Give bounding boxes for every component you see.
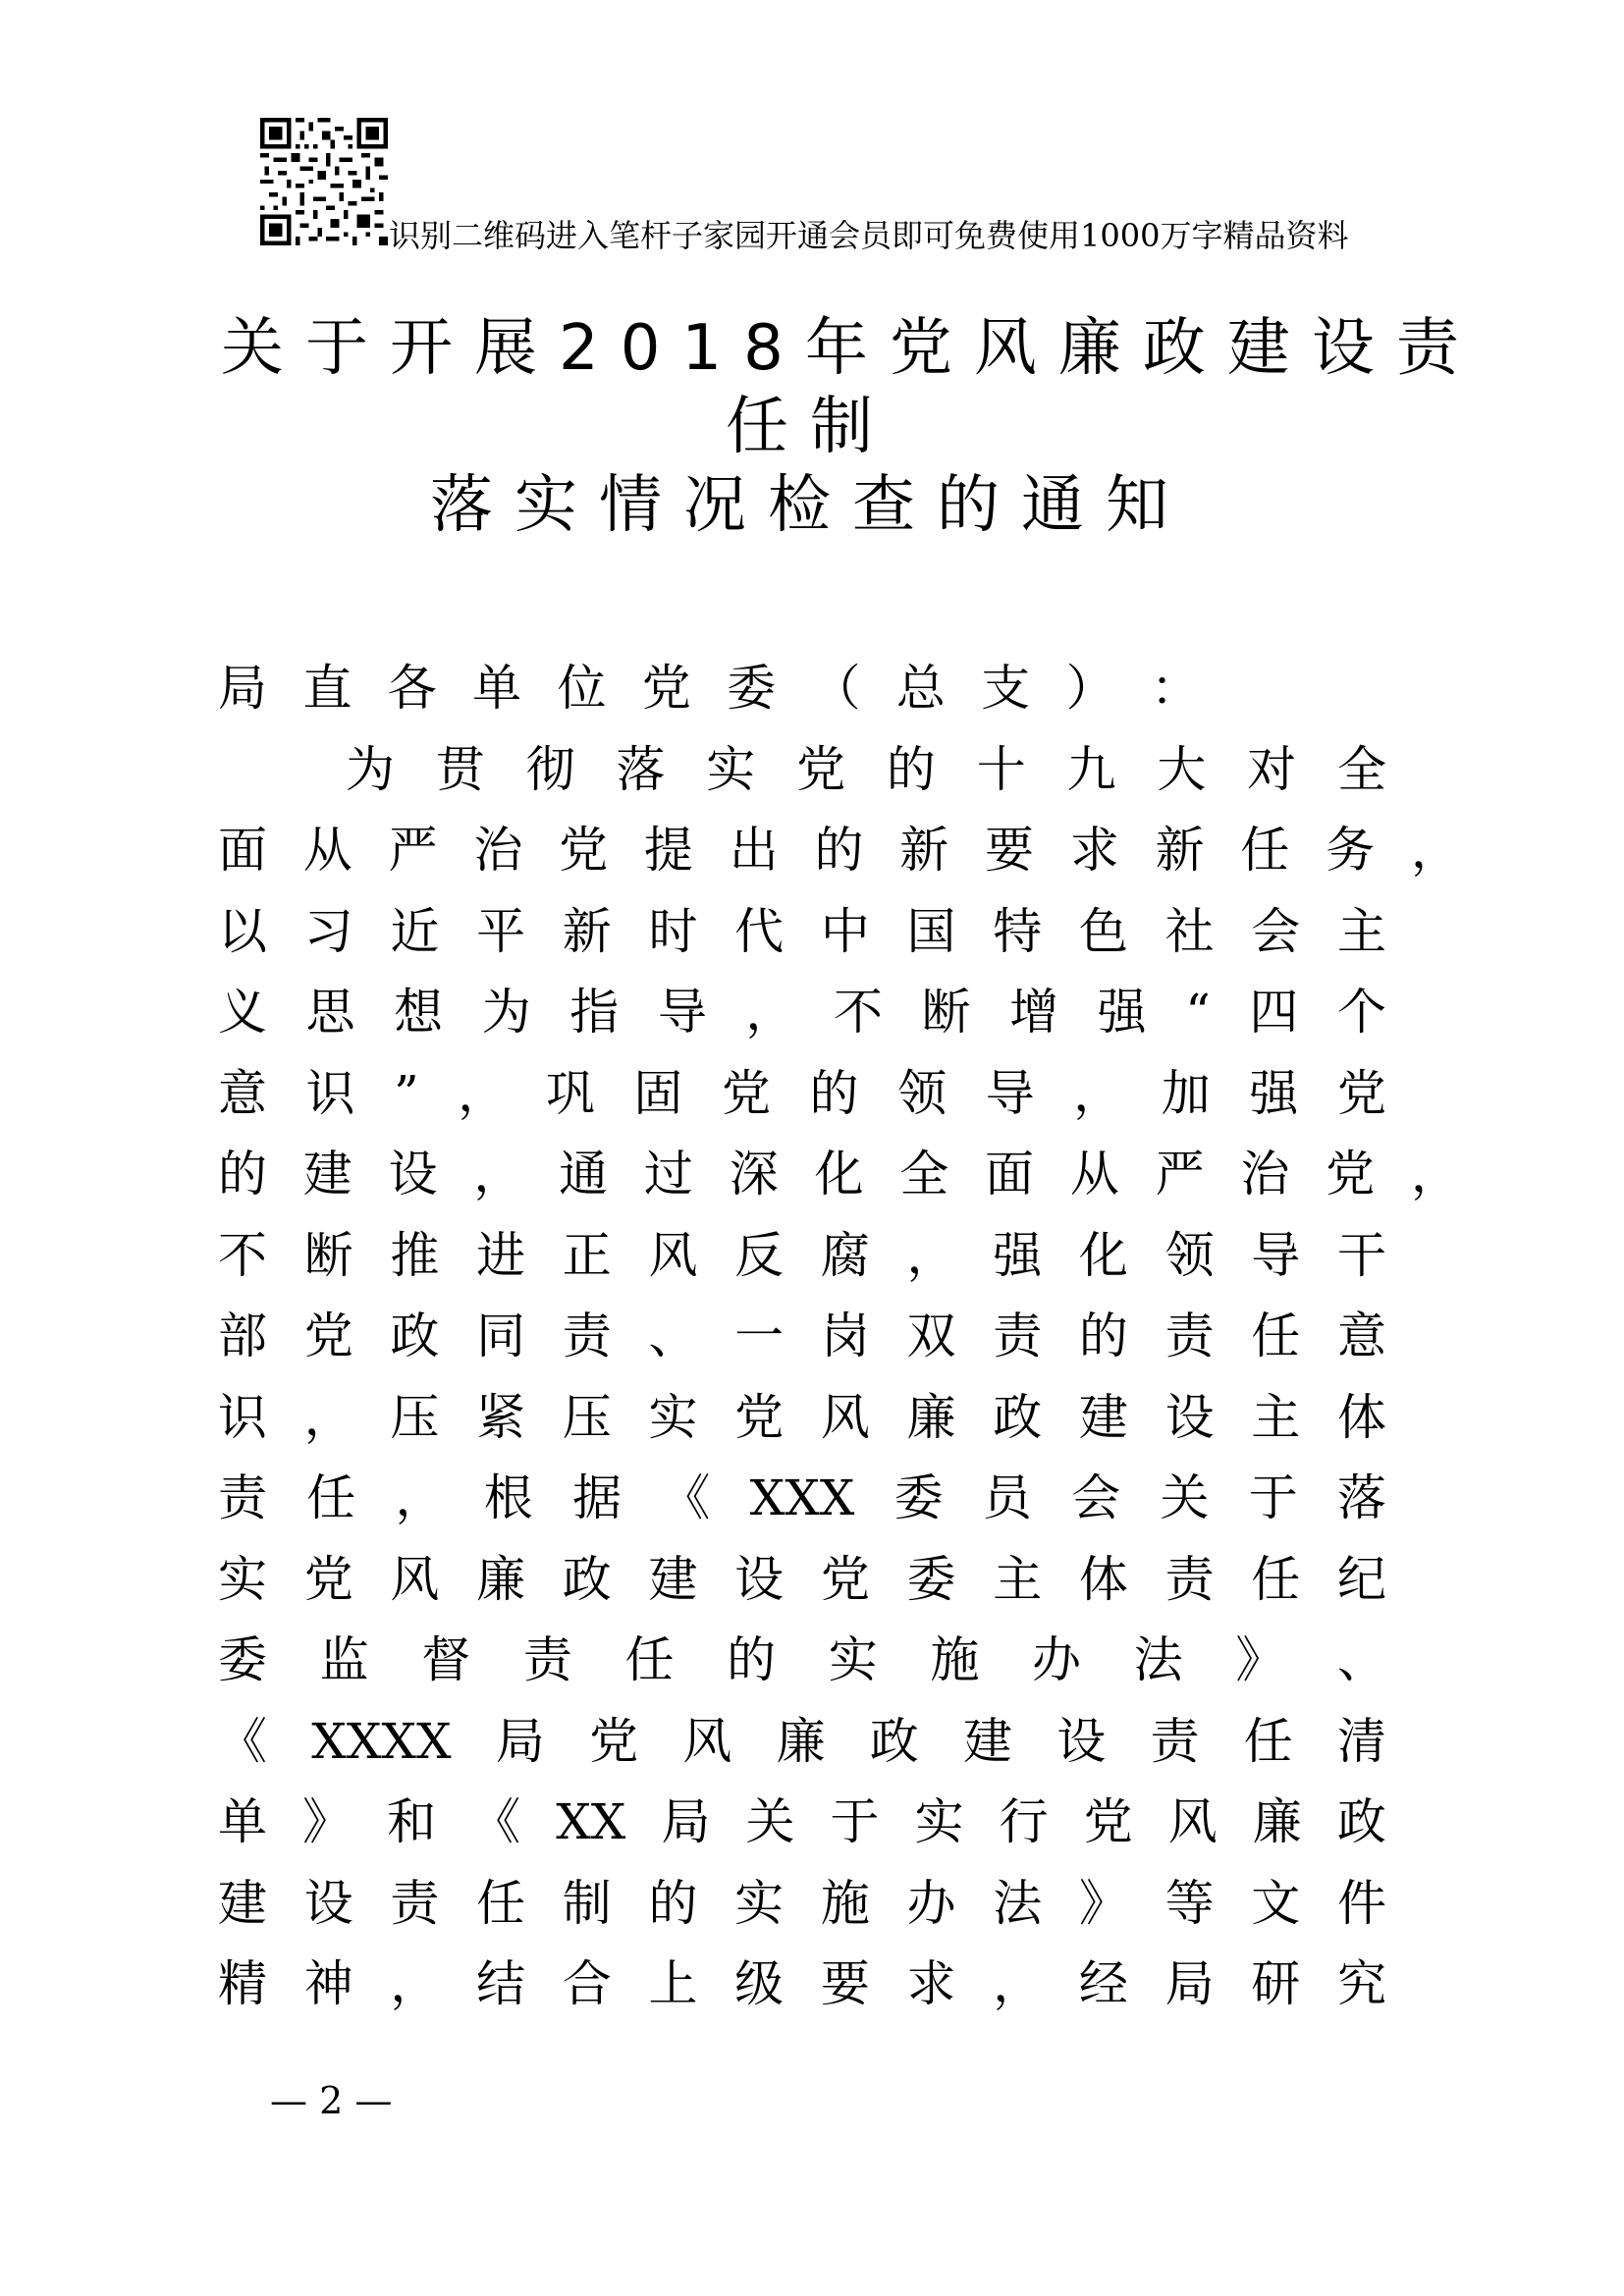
line-glyph: 政: [869, 1712, 919, 1770]
line-glyph: XXXX: [311, 1712, 452, 1770]
line-glyph: 责: [522, 1631, 572, 1688]
line-glyph: 增: [1009, 984, 1059, 1041]
line-glyph: 想: [394, 984, 444, 1041]
line-glyph: 施: [820, 1874, 870, 1932]
line-glyph: 断: [303, 1226, 353, 1284]
line-glyph: 化: [814, 1146, 864, 1202]
line-glyph: 件: [1336, 1874, 1386, 1932]
line-glyph: 》: [1235, 1631, 1285, 1688]
line-glyph: 为: [481, 984, 531, 1041]
line-glyph: 上: [648, 1955, 698, 2012]
line-glyph: 责: [1164, 1308, 1215, 1364]
line-glyph: 从: [302, 822, 352, 879]
title-line-1: 关于开展2018年党风廉政建设责: [221, 312, 1481, 385]
line-glyph: 治: [1240, 1146, 1290, 1202]
line-glyph: 政: [993, 1388, 1043, 1446]
line-glyph: 落: [1336, 1469, 1386, 1526]
line-glyph: 个: [1336, 984, 1386, 1041]
line-glyph: ，: [1410, 1146, 1460, 1202]
line-glyph: 化: [1078, 1226, 1128, 1284]
title-line-3: 落实情况检查的通知: [430, 469, 1190, 542]
line-glyph: 导: [657, 984, 707, 1041]
body-line: [218, 1053, 1386, 1135]
line-glyph: 体: [1336, 1388, 1386, 1446]
line-glyph: 面: [218, 822, 267, 879]
line-glyph: 近: [390, 902, 440, 960]
line-glyph: 任: [476, 1874, 526, 1932]
line-glyph: 单: [218, 1793, 267, 1850]
line-glyph: 务: [1326, 822, 1376, 879]
line-glyph: 习: [303, 902, 353, 960]
line-glyph: 设: [734, 1550, 785, 1608]
line-glyph: 任: [624, 1631, 675, 1688]
body-line: [218, 1215, 1386, 1297]
line-glyph: 设: [1056, 1712, 1107, 1770]
line-glyph: 文: [1251, 1874, 1301, 1932]
line-glyph: 时: [648, 902, 698, 960]
line-glyph: 的: [809, 1064, 859, 1122]
line-glyph: 指: [569, 984, 620, 1041]
line-glyph: 干: [1336, 1226, 1386, 1284]
line-glyph: 委: [893, 1469, 944, 1526]
line-glyph: 实: [914, 1793, 964, 1850]
line-glyph: 以: [218, 902, 267, 960]
line-glyph: 党: [559, 822, 609, 879]
line-glyph: 的: [218, 1146, 267, 1202]
line-glyph: 强: [1097, 984, 1147, 1041]
line-glyph: 的: [814, 822, 864, 879]
line-glyph: 党: [1336, 1064, 1386, 1122]
line-glyph: 建: [1078, 1388, 1128, 1446]
line-glyph: 建: [302, 1146, 352, 1202]
line-glyph: 不: [833, 984, 883, 1041]
line-glyph: 通: [559, 1146, 609, 1202]
line-glyph: 巩: [545, 1064, 595, 1122]
line-glyph: 位: [557, 660, 607, 717]
line-glyph: 设: [303, 1874, 353, 1932]
line-glyph: 一: [734, 1308, 785, 1364]
body-line: [218, 729, 1386, 811]
line-glyph: 廉: [906, 1388, 956, 1446]
line-glyph: 强: [1249, 1064, 1299, 1122]
line-glyph: 政: [390, 1308, 440, 1364]
line-glyph: XXX: [749, 1469, 855, 1526]
line-glyph: 清: [1336, 1712, 1386, 1770]
line-glyph: 领: [897, 1064, 947, 1122]
line-glyph: ，: [1073, 1064, 1123, 1122]
line-glyph: 色: [1078, 902, 1128, 960]
line-glyph: 九: [1066, 740, 1116, 798]
qr-caption: 识别二维码进入笔杆子家园开通会员即可免费使用1000万字精品资料: [389, 217, 1349, 254]
line-glyph: 四: [1249, 984, 1299, 1041]
line-glyph: 党: [1083, 1793, 1133, 1850]
line-glyph: 廉: [776, 1712, 826, 1770]
line-glyph: 面: [985, 1146, 1035, 1202]
line-glyph: 实: [706, 740, 756, 798]
line-glyph: 断: [921, 984, 971, 1041]
line-glyph: XX: [556, 1793, 626, 1850]
line-glyph: 》: [302, 1793, 352, 1850]
line-glyph: ，: [993, 1955, 1043, 2012]
line-glyph: 特: [993, 902, 1043, 960]
line-glyph: 识: [218, 1388, 267, 1446]
line-glyph: 求: [906, 1955, 956, 2012]
line-glyph: 双: [906, 1308, 956, 1364]
body-line: [218, 1863, 1386, 1945]
line-glyph: 识: [305, 1064, 355, 1122]
line-glyph: 推: [390, 1226, 440, 1284]
line-glyph: 党: [734, 1388, 785, 1446]
line-glyph: 实: [734, 1874, 785, 1932]
body-line: [218, 891, 1386, 973]
line-glyph: 压: [562, 1388, 612, 1446]
line-glyph: 《: [661, 1469, 711, 1526]
line-glyph: 党: [796, 740, 846, 798]
line-glyph: 实: [218, 1550, 267, 1608]
line-glyph: 为: [346, 740, 395, 798]
line-glyph: 部: [218, 1308, 267, 1364]
line-glyph: 总: [895, 660, 946, 717]
line-glyph: 结: [476, 1955, 526, 2012]
title-line-2: 任制: [726, 391, 894, 463]
line-glyph: 新: [562, 902, 612, 960]
line-glyph: 各: [387, 660, 437, 717]
line-glyph: 员: [982, 1469, 1032, 1526]
line-glyph: 彻: [525, 740, 575, 798]
line-glyph: 责: [1150, 1712, 1200, 1770]
line-glyph: 《: [471, 1793, 521, 1850]
line-glyph: 主: [1251, 1388, 1301, 1446]
line-glyph: 贯: [435, 740, 485, 798]
line-glyph: 党: [303, 1308, 353, 1364]
line-glyph: 纪: [1336, 1550, 1386, 1608]
line-glyph: 意: [1336, 1308, 1386, 1364]
line-glyph: 腐: [820, 1226, 870, 1284]
line-glyph: 深: [729, 1146, 779, 1202]
line-glyph: 导: [1251, 1226, 1301, 1284]
line-glyph: 风: [682, 1712, 732, 1770]
line-glyph: 的: [727, 1631, 777, 1688]
line-glyph: 《: [218, 1712, 267, 1770]
body-line: [218, 1377, 1386, 1459]
line-glyph: 强: [993, 1226, 1043, 1284]
line-glyph: 办: [1032, 1631, 1081, 1688]
line-glyph: 政: [1336, 1793, 1386, 1850]
line-glyph: 思: [305, 984, 355, 1041]
line-glyph: 体: [1078, 1550, 1128, 1608]
line-glyph: ”: [394, 1064, 419, 1122]
line-glyph: 、: [648, 1308, 698, 1364]
line-glyph: 督: [421, 1631, 471, 1688]
line-glyph: 党: [721, 1064, 771, 1122]
line-glyph: 主: [1336, 902, 1386, 960]
line-glyph: 施: [930, 1631, 980, 1688]
body-line: [218, 1782, 1386, 1863]
line-glyph: 于: [830, 1793, 880, 1850]
line-glyph: 对: [1247, 740, 1297, 798]
line-glyph: 要: [985, 822, 1035, 879]
line-glyph: 反: [734, 1226, 785, 1284]
line-glyph: ）: [1065, 660, 1115, 717]
line-glyph: 新: [899, 822, 949, 879]
line-glyph: ，: [473, 1146, 523, 1202]
line-glyph: 义: [218, 984, 267, 1041]
line-glyph: 经: [1078, 1955, 1128, 2012]
line-glyph: ：: [1150, 660, 1200, 717]
line-glyph: 社: [1164, 902, 1215, 960]
body-line: [218, 1539, 1386, 1621]
line-glyph: 代: [734, 902, 785, 960]
line-glyph: 直: [302, 660, 352, 717]
line-glyph: 建: [218, 1874, 267, 1932]
body-line: [218, 972, 1386, 1053]
line-glyph: 局: [661, 1793, 711, 1850]
line-glyph: 单: [472, 660, 522, 717]
body-line: [218, 1701, 1386, 1783]
line-glyph: 根: [483, 1469, 533, 1526]
line-glyph: 局: [218, 660, 267, 717]
line-glyph: 责: [1164, 1550, 1215, 1608]
line-glyph: 主: [993, 1550, 1043, 1608]
line-glyph: 导: [985, 1064, 1035, 1122]
line-glyph: 过: [643, 1146, 693, 1202]
line-glyph: 于: [1248, 1469, 1298, 1526]
body-line: [218, 1296, 1386, 1377]
line-glyph: 的: [648, 1874, 698, 1932]
line-glyph: ，: [458, 1064, 508, 1122]
line-glyph: 实: [648, 1388, 698, 1446]
line-glyph: 研: [1251, 1955, 1301, 2012]
line-glyph: 实: [828, 1631, 878, 1688]
line-glyph: 等: [1164, 1874, 1215, 1932]
line-glyph: ，: [906, 1226, 956, 1284]
line-glyph: 要: [820, 1955, 870, 2012]
line-glyph: 全: [1336, 740, 1386, 798]
line-glyph: 制: [562, 1874, 612, 1932]
line-glyph: 委: [906, 1550, 956, 1608]
line-glyph: 紧: [476, 1388, 526, 1446]
body-line: [218, 1620, 1386, 1701]
line-glyph: 支: [981, 660, 1031, 717]
line-glyph: 党: [303, 1550, 353, 1608]
line-glyph: 提: [643, 822, 693, 879]
line-glyph: 任: [1251, 1550, 1301, 1608]
line-glyph: 责: [390, 1874, 440, 1932]
body-line: [218, 1134, 1460, 1215]
line-glyph: 的: [1078, 1308, 1128, 1364]
line-glyph: 据: [572, 1469, 623, 1526]
line-glyph: 党: [820, 1550, 870, 1608]
line-glyph: 会: [1071, 1469, 1121, 1526]
line-glyph: 委: [727, 660, 777, 717]
line-glyph: ，: [303, 1388, 353, 1446]
line-glyph: 精: [218, 1955, 267, 2012]
line-glyph: 监: [319, 1631, 369, 1688]
line-glyph: 任: [1243, 1712, 1293, 1770]
line-glyph: 出: [729, 822, 779, 879]
line-glyph: 政: [562, 1550, 612, 1608]
line-glyph: 神: [303, 1955, 353, 2012]
line-glyph: 治: [473, 822, 523, 879]
line-glyph: 任: [1251, 1308, 1301, 1364]
body-line: [218, 810, 1460, 891]
line-glyph: 、: [1336, 1631, 1386, 1688]
line-glyph: 究: [1336, 1955, 1386, 2012]
line-glyph: 廉: [476, 1550, 526, 1608]
qr-code-image: [260, 118, 388, 245]
line-glyph: 级: [734, 1955, 785, 2012]
line-glyph: 固: [633, 1064, 683, 1122]
line-glyph: 委: [218, 1631, 267, 1688]
page-number: — 2 —: [270, 2079, 393, 2122]
line-glyph: 法: [993, 1874, 1043, 1932]
line-glyph: 从: [1069, 1146, 1119, 1202]
line-glyph: 关: [1160, 1469, 1210, 1526]
line-glyph: 压: [390, 1388, 440, 1446]
line-glyph: 设: [1164, 1388, 1215, 1446]
line-glyph: ，: [390, 1955, 440, 2012]
line-glyph: 意: [218, 1064, 267, 1122]
line-glyph: 中: [820, 902, 870, 960]
line-glyph: 正: [562, 1226, 612, 1284]
line-glyph: 求: [1069, 822, 1119, 879]
line-glyph: 会: [1251, 902, 1301, 960]
line-glyph: 风: [648, 1226, 698, 1284]
line-glyph: 大: [1157, 740, 1207, 798]
salutation: [218, 648, 1200, 729]
body-line: [218, 1944, 1386, 2025]
line-glyph: ，: [395, 1469, 445, 1526]
line-glyph: 加: [1161, 1064, 1211, 1122]
line-glyph: 十: [976, 740, 1026, 798]
line-glyph: 局: [495, 1712, 545, 1770]
line-glyph: 不: [218, 1226, 267, 1284]
line-glyph: 风: [1167, 1793, 1218, 1850]
line-glyph: “: [1185, 984, 1211, 1041]
line-glyph: 建: [963, 1712, 1013, 1770]
line-glyph: ，: [745, 984, 795, 1041]
line-glyph: 平: [476, 902, 526, 960]
line-glyph: （: [811, 660, 861, 717]
line-glyph: 局: [1164, 1955, 1215, 2012]
body-line: [218, 1458, 1386, 1539]
line-glyph: 任: [306, 1469, 356, 1526]
line-glyph: 风: [390, 1550, 440, 1608]
line-glyph: 合: [562, 1955, 612, 2012]
line-glyph: 办: [906, 1874, 956, 1932]
line-glyph: 和: [387, 1793, 437, 1850]
line-glyph: 法: [1133, 1631, 1183, 1688]
line-glyph: 严: [1155, 1146, 1205, 1202]
line-glyph: 任: [1240, 822, 1290, 879]
line-glyph: 关: [745, 1793, 795, 1850]
line-glyph: 国: [906, 902, 956, 960]
line-glyph: 进: [476, 1226, 526, 1284]
line-glyph: 严: [388, 822, 438, 879]
line-glyph: 同: [476, 1308, 526, 1364]
line-glyph: 岗: [820, 1308, 870, 1364]
line-glyph: 责: [993, 1308, 1043, 1364]
line-glyph: 领: [1164, 1226, 1215, 1284]
line-glyph: 全: [899, 1146, 949, 1202]
line-glyph: 风: [820, 1388, 870, 1446]
line-glyph: 的: [886, 740, 936, 798]
line-glyph: 廉: [1252, 1793, 1302, 1850]
line-glyph: 建: [648, 1550, 698, 1608]
document-title: [221, 309, 1481, 545]
line-glyph: 设: [388, 1146, 438, 1202]
line-glyph: 党: [1326, 1146, 1376, 1202]
line-glyph: 责: [562, 1308, 612, 1364]
line-glyph: ，: [1410, 822, 1460, 879]
line-glyph: 党: [589, 1712, 639, 1770]
line-glyph: 落: [616, 740, 666, 798]
line-glyph: 行: [999, 1793, 1049, 1850]
line-glyph: 》: [1078, 1874, 1128, 1932]
line-glyph: 责: [218, 1469, 267, 1526]
document-body: [218, 648, 1460, 2025]
line-glyph: 党: [641, 660, 691, 717]
line-glyph: 新: [1155, 822, 1205, 879]
